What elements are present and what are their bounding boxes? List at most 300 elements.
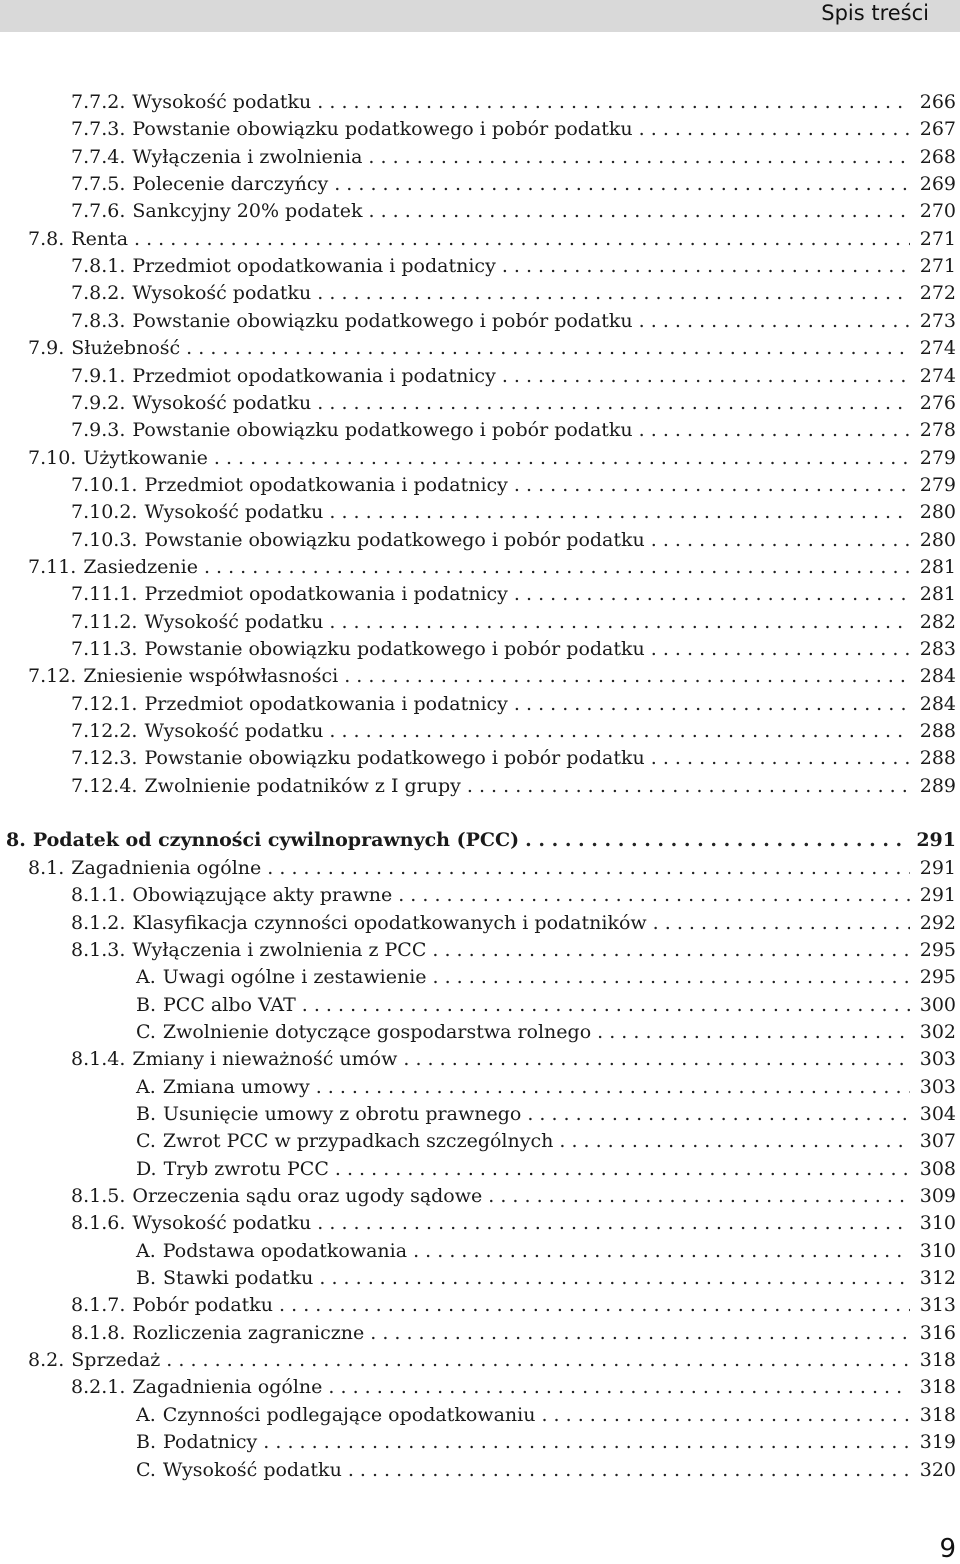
toc-entry[interactable] xyxy=(0,472,956,499)
toc-entry-title: Usunięcie umowy z obrotu prawnego xyxy=(163,1102,522,1125)
toc-entry-page: 316 xyxy=(919,1321,956,1344)
toc-entry-text xyxy=(28,855,261,882)
toc-entry-page: 318 xyxy=(919,1349,956,1372)
toc-entry-text xyxy=(71,417,633,444)
toc-entry-number: 7.12.2. xyxy=(71,720,138,743)
toc-entry[interactable] xyxy=(0,554,956,581)
toc-entry-text xyxy=(71,253,496,280)
toc-entry-text xyxy=(136,1128,553,1155)
toc-entry-text xyxy=(71,363,496,390)
toc-entry-page: 288 xyxy=(919,747,956,770)
toc-entry-number: 7.8. xyxy=(28,227,65,250)
dot-leader xyxy=(204,554,910,581)
toc-entry-title: Stawki podatku xyxy=(163,1267,314,1290)
dot-leader xyxy=(527,1101,910,1128)
toc-entry-number: 7.7.4. xyxy=(71,145,126,168)
dot-leader xyxy=(413,1238,910,1265)
toc-entry-title: Służebność xyxy=(71,337,181,360)
toc-entry-text xyxy=(136,1457,342,1484)
toc-entry-page: 310 xyxy=(919,1239,956,1262)
toc-entry[interactable] xyxy=(0,773,956,800)
toc-entry-page: 291 xyxy=(919,884,956,907)
toc-entry-page: 300 xyxy=(919,993,956,1016)
toc-entry-number: 7.7.6. xyxy=(71,200,126,223)
toc-entry-number: 8.1.4. xyxy=(71,1048,126,1071)
dot-leader xyxy=(302,992,910,1019)
toc-entry-page: 268 xyxy=(919,145,956,168)
toc-entry-number: 7.10.3. xyxy=(71,528,138,551)
toc-entry[interactable] xyxy=(0,1156,956,1183)
toc-entry-page: 267 xyxy=(919,118,956,141)
toc-entry-number: 8. xyxy=(6,829,26,852)
toc-entry-number: 7.9.1. xyxy=(71,364,126,387)
toc-entry-text xyxy=(71,472,508,499)
toc-entry-number: 7.7.2. xyxy=(71,91,126,113)
toc-entry-page: 304 xyxy=(919,1102,956,1125)
dot-leader xyxy=(317,390,910,417)
toc-entry-title: Zwolnienie dotyczące gospodarstwa rolnego xyxy=(162,1020,592,1043)
toc-entry-page: 276 xyxy=(919,391,956,414)
toc-entry-title: Przedmiot opodatkowania i podatnicy xyxy=(144,473,508,496)
toc-entry-text xyxy=(71,280,311,307)
dot-leader xyxy=(328,1374,910,1401)
toc-entry-text xyxy=(71,1374,322,1401)
toc-entry-text xyxy=(71,882,392,909)
toc-entry-text xyxy=(28,663,338,690)
toc-entry-number: 8.2. xyxy=(28,1349,65,1372)
toc-entry-title: Czynności podlegające opodatkowaniu xyxy=(162,1403,536,1426)
toc-entry[interactable] xyxy=(0,417,956,444)
toc-entry-title: Przedmiot opodatkowania i podatnicy xyxy=(144,692,508,715)
toc-entry-number: D. xyxy=(136,1157,157,1180)
dot-leader xyxy=(267,855,910,882)
toc-entry-title: Zmiany i nieważność umów xyxy=(132,1048,398,1071)
toc-entry-page: 302 xyxy=(919,1020,956,1043)
toc-entry-number: 7.8.2. xyxy=(71,282,126,305)
toc-entry-number: 7.11.2. xyxy=(71,610,138,633)
toc-entry-page: 266 xyxy=(919,91,956,113)
toc-entry-page: 279 xyxy=(919,446,956,469)
toc-entry-title: Sankcyjny 20% podatek xyxy=(132,200,363,223)
toc-entry-page: 303 xyxy=(919,1075,956,1098)
toc-entry-page: 289 xyxy=(919,774,956,797)
toc-entry-text xyxy=(28,1347,160,1374)
toc-entry-number: 7.10. xyxy=(28,446,77,469)
toc-entry-number: 7.11.1. xyxy=(71,583,138,606)
toc-entry[interactable] xyxy=(0,445,956,472)
toc-entry-text xyxy=(71,1210,311,1237)
toc-entry-number: 7.7.3. xyxy=(71,118,126,141)
toc-entry-text xyxy=(28,335,180,362)
toc-entry[interactable] xyxy=(0,636,956,663)
toc-entry-number: 7.11.3. xyxy=(71,638,138,660)
toc-entry-number: A. xyxy=(136,966,156,989)
dot-leader xyxy=(369,198,910,225)
dot-leader xyxy=(186,335,910,362)
toc-entry-number: 7.10.1. xyxy=(71,473,138,496)
toc-entry-text xyxy=(136,1156,329,1183)
toc-entry-title: Zmiana umowy xyxy=(162,1075,310,1098)
toc-entry-page: 273 xyxy=(919,309,956,332)
toc-entry-title: Wysokość podatku xyxy=(132,91,312,113)
toc-entry-page: 271 xyxy=(919,255,956,278)
dot-leader xyxy=(502,253,910,280)
toc-entry-title: Klasyfikacja czynności opodatkowanych i podatników xyxy=(132,911,647,934)
dot-leader xyxy=(514,472,910,499)
toc-entry-number: A. xyxy=(136,1239,156,1262)
toc-entry-number: 8.1.6. xyxy=(71,1212,126,1235)
toc-entry[interactable] xyxy=(0,1238,956,1265)
toc-entry-page: 271 xyxy=(919,227,956,250)
toc-entry[interactable] xyxy=(0,308,956,335)
toc-entry-title: Rozliczenia zagraniczne xyxy=(132,1321,365,1344)
toc-entry-title: Przedmiot opodatkowania i podatnicy xyxy=(132,364,496,387)
dot-leader xyxy=(525,827,910,854)
toc-entry-page: 284 xyxy=(919,692,956,715)
toc-entry-text xyxy=(71,1183,482,1210)
toc-entry-page: 291 xyxy=(916,829,956,852)
toc-entry-number: B. xyxy=(136,993,157,1016)
toc-entry-page: 280 xyxy=(919,528,956,551)
dot-leader xyxy=(639,308,910,335)
toc-entry[interactable] xyxy=(0,1374,956,1401)
toc-entry-number: C. xyxy=(136,1130,156,1153)
toc-entry-page: 280 xyxy=(919,501,956,524)
toc-entry[interactable] xyxy=(0,144,956,171)
toc-entry[interactable] xyxy=(0,499,956,526)
toc-entry[interactable] xyxy=(0,1457,956,1484)
toc-entry-number: B. xyxy=(136,1431,157,1454)
dot-leader xyxy=(502,363,910,390)
toc-entry-title: Podatek od czynności cywilnoprawnych (PCC) xyxy=(32,829,520,852)
dot-leader xyxy=(368,144,910,171)
toc-entry-page: 272 xyxy=(919,282,956,305)
toc-entry[interactable] xyxy=(0,1320,956,1347)
toc-entry-page: 269 xyxy=(919,173,956,196)
toc-entry-text xyxy=(71,89,311,116)
toc-entry-number: 7.10.2. xyxy=(71,501,138,524)
toc-entry-title: Orzeczenia sądu oraz ugody sądowe xyxy=(132,1185,483,1207)
toc-entry-text xyxy=(71,171,328,198)
toc-entry-title: Zniesienie współwłasności xyxy=(83,665,339,688)
toc-entry-text xyxy=(136,1074,310,1101)
toc-entry-number: 7.9.3. xyxy=(71,419,126,442)
toc-entry-number: A. xyxy=(136,1403,156,1426)
toc-entry-text xyxy=(71,718,323,745)
dot-leader xyxy=(316,1074,910,1101)
dot-leader xyxy=(651,636,910,663)
toc-entry-text xyxy=(71,116,633,143)
toc-entry-title: Zwolnienie podatników z I grupy xyxy=(144,774,461,797)
toc-entry-number: 8.1.5. xyxy=(71,1185,126,1207)
toc-entry-title: Wysokość podatku xyxy=(132,391,312,414)
toc-entry[interactable] xyxy=(0,253,956,280)
dot-leader xyxy=(344,663,910,690)
toc-entry[interactable] xyxy=(0,363,956,390)
toc-entry-title: Zasiedzenie xyxy=(83,555,198,578)
toc-entry-text xyxy=(28,226,128,253)
dot-leader xyxy=(639,116,910,143)
toc-entry-page: 274 xyxy=(919,364,956,387)
toc-entry-text xyxy=(71,1292,273,1319)
dot-leader xyxy=(514,581,910,608)
toc-entry-text xyxy=(136,1101,521,1128)
toc-entry-page: 292 xyxy=(919,911,956,934)
toc-entry-text xyxy=(28,554,198,581)
dot-leader xyxy=(433,964,910,991)
toc-entry[interactable] xyxy=(0,527,956,554)
dot-leader xyxy=(263,1429,910,1456)
dot-leader xyxy=(398,882,910,909)
toc-entry-page: 283 xyxy=(919,638,956,660)
running-header xyxy=(0,0,960,32)
toc-entry-title: Podatnicy xyxy=(163,1431,258,1454)
toc-entry-page: 320 xyxy=(919,1458,956,1481)
dot-leader xyxy=(651,527,910,554)
toc-entry-text xyxy=(71,773,461,800)
toc-entry-title: Wysokość podatku xyxy=(144,610,324,633)
toc-entry-page: 281 xyxy=(919,555,956,578)
toc-entry-page: 318 xyxy=(919,1403,956,1426)
toc-entry-page: 307 xyxy=(919,1130,956,1153)
toc-entry-title: Tryb zwrotu PCC xyxy=(163,1157,329,1180)
toc-entry-page: 291 xyxy=(919,856,956,879)
toc-entry-number: 7.8.3. xyxy=(71,309,126,332)
toc-entry[interactable] xyxy=(0,745,956,772)
toc-entry-text xyxy=(71,1320,364,1347)
toc-entry-title: Pobór podatku xyxy=(132,1294,274,1317)
dot-leader xyxy=(279,1292,910,1319)
dot-leader xyxy=(334,171,910,198)
dot-leader xyxy=(370,1320,910,1347)
toc-entry-page: 312 xyxy=(919,1267,956,1290)
toc-entry-page: 270 xyxy=(919,200,956,223)
toc-entry-title: Powstanie obowiązku podatkowego i pobór podatku xyxy=(132,118,633,141)
toc-entry-text xyxy=(136,964,427,991)
toc-entry-page: 281 xyxy=(919,583,956,606)
toc-entry-number: 7.9. xyxy=(28,337,65,360)
dot-leader xyxy=(335,1156,910,1183)
dot-leader xyxy=(317,1210,910,1237)
toc-entry-page: 309 xyxy=(919,1185,956,1207)
toc-entry[interactable] xyxy=(0,1128,956,1155)
toc-entry-title: Powstanie obowiązku podatkowego i pobór podatku xyxy=(132,309,633,332)
toc-entry-text xyxy=(71,198,363,225)
toc-entry-text xyxy=(71,910,647,937)
dot-leader xyxy=(432,937,910,964)
toc-entry-number: 7.8.1. xyxy=(71,255,126,278)
dot-leader xyxy=(651,745,910,772)
dot-leader xyxy=(488,1183,910,1210)
toc-entry-text xyxy=(71,636,645,663)
toc-entry-page: 295 xyxy=(919,966,956,989)
toc-entry-title: Zagadnienia ogólne xyxy=(132,1376,323,1399)
toc-entry-number: 8.1.3. xyxy=(71,938,126,961)
toc-entry-title: Zwrot PCC w przypadkach szczególnych xyxy=(162,1130,554,1153)
dot-leader xyxy=(317,280,910,307)
toc-entry-text xyxy=(6,827,519,854)
dot-leader xyxy=(541,1402,910,1429)
toc-entry-title: Użytkowanie xyxy=(83,446,208,469)
toc-entry-title: Polecenie darczyńcy xyxy=(132,173,329,196)
toc-entry-title: Przedmiot opodatkowania i podatnicy xyxy=(132,255,496,278)
toc-entry-page: 303 xyxy=(919,1048,956,1071)
toc-entry[interactable] xyxy=(0,198,956,225)
toc-entry[interactable] xyxy=(0,1101,956,1128)
toc-entry[interactable] xyxy=(0,882,956,909)
toc-entry[interactable] xyxy=(0,226,956,253)
toc-entry[interactable] xyxy=(0,718,956,745)
toc-entry-page: 308 xyxy=(919,1157,956,1180)
toc-entry[interactable] xyxy=(0,280,956,307)
toc-entry-page: 288 xyxy=(919,720,956,743)
toc-entry[interactable] xyxy=(0,855,956,882)
toc-entry[interactable] xyxy=(0,1265,956,1292)
toc-entry-text xyxy=(28,445,208,472)
dot-leader xyxy=(639,417,910,444)
toc-entry-title: Zagadnienia ogólne xyxy=(71,856,262,879)
toc-entry[interactable] xyxy=(0,992,956,1019)
toc-entry-text xyxy=(71,308,633,335)
dot-leader xyxy=(214,445,910,472)
toc-entry-title: Wyłączenia i zwolnienia xyxy=(132,145,363,168)
toc-entry-text xyxy=(136,1238,407,1265)
dot-leader xyxy=(514,691,910,718)
toc-entry-text xyxy=(71,1046,397,1073)
toc-entry-title: Wyłączenia i zwolnienia z PCC xyxy=(132,938,427,961)
toc-entry-number: 7.9.2. xyxy=(71,391,126,414)
toc-entry-number: 7.12.3. xyxy=(71,747,138,770)
dot-leader xyxy=(317,89,910,116)
dot-leader xyxy=(597,1019,910,1046)
toc-entry-page: 313 xyxy=(919,1294,956,1317)
toc-entry[interactable] xyxy=(0,1347,956,1374)
toc-entry-number: 8.1.7. xyxy=(71,1294,126,1317)
toc-entry-title: Wysokość podatku xyxy=(162,1458,342,1481)
toc-entry[interactable] xyxy=(0,581,956,608)
toc-entry-number: A. xyxy=(136,1075,156,1098)
toc-entry-number: 8.1.2. xyxy=(71,911,126,934)
toc-entry[interactable] xyxy=(0,1046,956,1073)
toc-entry-text xyxy=(71,390,311,417)
toc-entry-number: 8.1.8. xyxy=(71,1321,126,1344)
dot-leader xyxy=(329,718,910,745)
dot-leader xyxy=(329,609,910,636)
toc-entry-text xyxy=(71,581,508,608)
dot-leader xyxy=(467,773,910,800)
page-number: 9 xyxy=(939,1534,956,1564)
toc-entry-text xyxy=(136,1402,535,1429)
toc-entry-text xyxy=(71,691,508,718)
toc-entry-title: PCC albo VAT xyxy=(163,993,296,1016)
toc-entry-title: Obowiązujące akty prawne xyxy=(132,884,393,907)
toc-entry-number: B. xyxy=(136,1102,157,1125)
toc-entry-title: Wysokość podatku xyxy=(132,282,312,305)
toc-entry[interactable] xyxy=(0,910,956,937)
toc-entry-title: Powstanie obowiązku podatkowego i pobór podatku xyxy=(144,747,645,770)
toc-entry-title: Powstanie obowiązku podatkowego i pobór podatku xyxy=(144,638,645,660)
toc-entry[interactable] xyxy=(0,1429,956,1456)
toc-entry-page: 282 xyxy=(919,610,956,633)
toc-entry-number: 8.1. xyxy=(28,856,65,879)
toc-entry[interactable] xyxy=(0,335,956,362)
dot-leader xyxy=(166,1347,910,1374)
toc-entry[interactable] xyxy=(0,937,956,964)
toc-entry-title: Wysokość podatku xyxy=(144,720,324,743)
toc-entry-number: C. xyxy=(136,1020,156,1043)
toc-entry[interactable] xyxy=(0,827,956,854)
toc-entry[interactable] xyxy=(0,1292,956,1319)
toc-entry-number: 7.12.1. xyxy=(71,692,138,715)
toc-entry[interactable] xyxy=(0,691,956,718)
toc-entry-page: 295 xyxy=(919,938,956,961)
toc-entry-page: 284 xyxy=(919,665,956,688)
toc-entry-text xyxy=(71,144,362,171)
toc-entry[interactable] xyxy=(0,116,956,143)
toc-entry-text xyxy=(136,1429,257,1456)
toc-entry[interactable] xyxy=(0,1402,956,1429)
toc-entry-number: 8.1.1. xyxy=(71,884,126,907)
dot-leader xyxy=(348,1457,910,1484)
toc-entry-text xyxy=(136,992,296,1019)
dot-leader xyxy=(653,910,910,937)
toc-entry[interactable] xyxy=(0,390,956,417)
toc-entry-page: 318 xyxy=(919,1376,956,1399)
toc-entry-number: 7.11. xyxy=(28,555,77,578)
toc-entry-number: 7.7.5. xyxy=(71,173,126,196)
toc-entry[interactable] xyxy=(0,609,956,636)
toc-entry-number: 7.12. xyxy=(28,665,77,688)
toc-entry-text xyxy=(71,937,426,964)
toc-entry-page: 310 xyxy=(919,1212,956,1235)
toc-entry-page: 319 xyxy=(919,1431,956,1454)
toc-entry[interactable] xyxy=(0,1019,956,1046)
toc-entry-title: Wysokość podatku xyxy=(132,1212,312,1235)
toc-entry[interactable] xyxy=(0,964,956,991)
toc-entry-number: 7.12.4. xyxy=(71,774,138,797)
toc-entry-number: B. xyxy=(136,1267,157,1290)
toc-entry[interactable] xyxy=(0,1183,956,1210)
toc-entry[interactable] xyxy=(0,663,956,690)
dot-leader xyxy=(559,1128,910,1155)
toc-entry-title: Powstanie obowiązku podatkowego i pobór podatku xyxy=(144,528,645,551)
toc-entry[interactable] xyxy=(0,89,956,116)
dot-leader xyxy=(329,499,910,526)
toc-entry-title: Uwagi ogólne i zestawienie xyxy=(162,966,427,989)
toc-entry-page: 274 xyxy=(919,337,956,360)
toc-entry-text xyxy=(71,527,645,554)
running-header-title: Spis treści xyxy=(821,1,929,25)
toc-entry-title: Wysokość podatku xyxy=(144,501,324,524)
toc-entry-text xyxy=(71,609,323,636)
toc-entry-text xyxy=(71,499,323,526)
toc-entry-page: 279 xyxy=(919,473,956,496)
toc-entry-title: Powstanie obowiązku podatkowego i pobór podatku xyxy=(132,419,633,442)
toc-entry-number: 8.2.1. xyxy=(71,1376,126,1399)
toc-entry[interactable] xyxy=(0,1074,956,1101)
toc-entry-title: Renta xyxy=(71,227,129,250)
toc-entry-text xyxy=(71,745,645,772)
toc-entry-title: Sprzedaż xyxy=(71,1349,161,1372)
toc-entry-title: Podstawa opodatkowania xyxy=(162,1239,408,1262)
dot-leader xyxy=(319,1265,910,1292)
toc-entry-text xyxy=(136,1265,313,1292)
dot-leader xyxy=(403,1046,910,1073)
toc-entry[interactable] xyxy=(0,171,956,198)
toc-entry[interactable] xyxy=(0,1210,956,1237)
toc-entry-number: C. xyxy=(136,1458,156,1481)
toc-entry-text xyxy=(136,1019,591,1046)
